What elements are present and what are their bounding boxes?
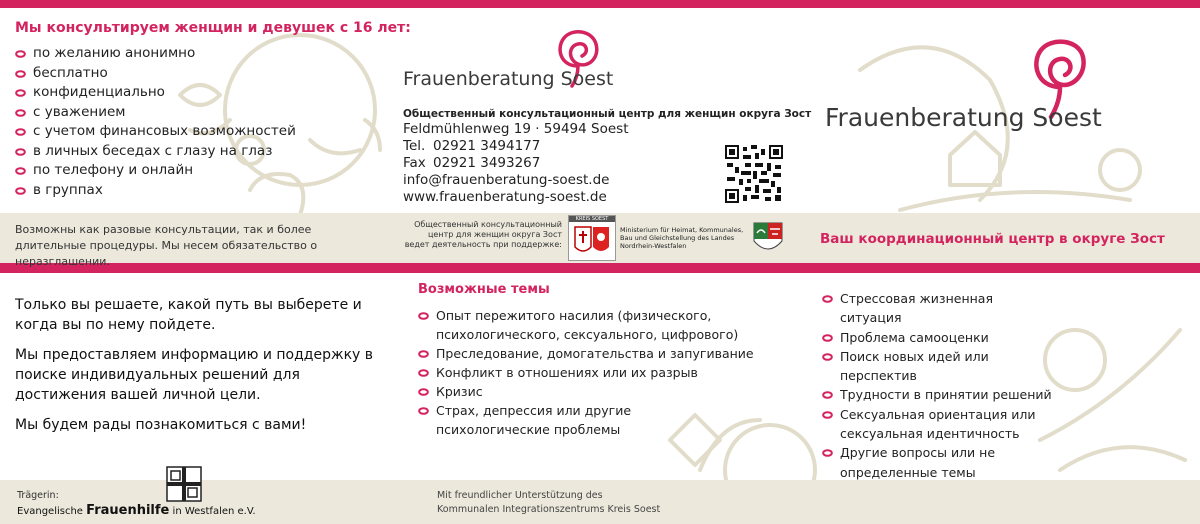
bullet-icon — [418, 388, 429, 396]
list-item: Проблема самооценки — [822, 328, 1057, 347]
list-item: по желанию анонимно — [15, 44, 296, 64]
bullet-icon — [822, 295, 833, 303]
list-item: Другие вопросы или не определенные темы — [822, 443, 1010, 482]
list-item: в личных беседах с глазу на глаз — [15, 142, 296, 162]
phone-line: Tel. 02921 3494177 — [403, 138, 541, 154]
list-item: Сексуальная ориентация или сексуальная идентичность — [822, 405, 1040, 444]
bullet-icon — [15, 148, 26, 156]
bullet-icon — [822, 334, 833, 342]
tragerin-label: Trägerin: — [17, 490, 59, 501]
list-item: Преследование, домогательства и запугивание — [418, 344, 808, 363]
bullet-icon — [822, 391, 833, 399]
list-item: бесплатно — [15, 64, 296, 84]
website-link[interactable]: www.frauenberatung-soest.de — [403, 189, 607, 205]
bullet-icon — [822, 353, 833, 361]
contact-block — [403, 121, 629, 206]
list-item: в группах — [15, 181, 296, 201]
right-logo-text: Frauenberatung Soest — [825, 103, 1102, 132]
fax-line: Fax 02921 3493267 — [403, 155, 541, 171]
frauenhilfe-cross-icon — [166, 466, 202, 502]
list-item: Поиск новых идей или перспектив — [822, 347, 1000, 386]
address: Feldmühlenweg 19 · 59494 Soest — [403, 121, 629, 137]
topics-heading: Возможные темы — [418, 282, 550, 297]
support-line-1: Mit freundlicher Unterstützung des — [437, 490, 603, 501]
topics-list-left — [418, 306, 808, 439]
audience-heading: Мы консультируем женщин и девушек с 16 лет: — [15, 20, 411, 36]
bullet-icon — [15, 109, 26, 117]
bullet-icon — [418, 407, 429, 415]
kreis-soest-label: KREIS SOEST — [569, 216, 615, 222]
support-footer-text — [437, 489, 660, 517]
nrw-coat-of-arms-icon — [752, 221, 784, 257]
list-item: с уважением — [15, 103, 296, 123]
list-item: конфиденциально — [15, 83, 296, 103]
list-item: Конфликт в отношениях или их разрыв — [418, 363, 808, 382]
qr-code-icon[interactable] — [725, 145, 783, 203]
bullet-icon — [822, 411, 833, 419]
intro-paragraph-1: Только вы решаете, какой путь вы выберете и когда вы по нему пойдете. — [15, 297, 362, 333]
band-left-text: Возможны как разовые консультации, так и более длительные процедуры. Мы несем обязательство о неразглашении. — [15, 223, 318, 268]
center-name: Общественный консультационный центр для женщин округа Зост — [403, 108, 812, 120]
bullet-icon — [15, 70, 26, 78]
bullet-icon — [418, 350, 429, 358]
support-text: Общественный консультационный центр для женщин округа Зост ведет деятельность при поддержке: — [404, 220, 562, 249]
bullet-icon — [15, 167, 26, 175]
top-pink-bar — [0, 0, 1200, 8]
center-logo-text: Frauenberatung Soest — [403, 68, 614, 90]
bullet-icon — [15, 128, 26, 136]
intro-paragraph-3: Мы будем рады познакомиться с вами! — [15, 417, 307, 433]
bullet-icon — [15, 89, 26, 97]
coat-of-arms-icon — [573, 225, 611, 257]
list-item: Стрессовая жизненная ситуация — [822, 289, 1057, 328]
bullet-icon — [822, 449, 833, 457]
intro-paragraph-2: Мы предоставляем информацию и поддержку в поиске индивидуальных решений для достижения вашей личной цели. — [15, 347, 374, 403]
list-item: Страх, депрессия или другие психологические проблемы — [418, 401, 686, 439]
email-link[interactable]: info@frauenberatung-soest.de — [403, 172, 610, 188]
bullet-icon — [418, 369, 429, 377]
support-line-2: Kommunalen Integrationszentrums Kreis Soest — [437, 504, 661, 515]
ministry-text: Ministerium für Heimat, Kommunales, Bau und Gleichstellung des Landes Nordrhein-Westfalen — [620, 226, 744, 250]
list-item: Опыт пережитого насилия (физического, психологического, сексуального, цифрового) — [418, 306, 808, 344]
list-item: Трудности в принятии решений — [822, 385, 1057, 404]
audience-list — [15, 44, 296, 200]
bullet-icon — [418, 312, 429, 320]
bullet-icon — [15, 50, 26, 58]
frauenhilfe-logo-text: Evangelische Frauenhilfe in Westfalen e.V. — [17, 503, 256, 518]
coordination-center-heading: Ваш координационный центр в округе Зост — [820, 231, 1165, 247]
list-item: Кризис — [418, 382, 808, 401]
list-item: по телефону и онлайн — [15, 161, 296, 181]
list-item: с учетом финансовых возможностей — [15, 122, 296, 142]
bullet-icon — [15, 187, 26, 195]
topics-list-right — [822, 289, 1057, 482]
intro-text — [15, 295, 390, 435]
kreis-soest-logo — [568, 215, 616, 261]
